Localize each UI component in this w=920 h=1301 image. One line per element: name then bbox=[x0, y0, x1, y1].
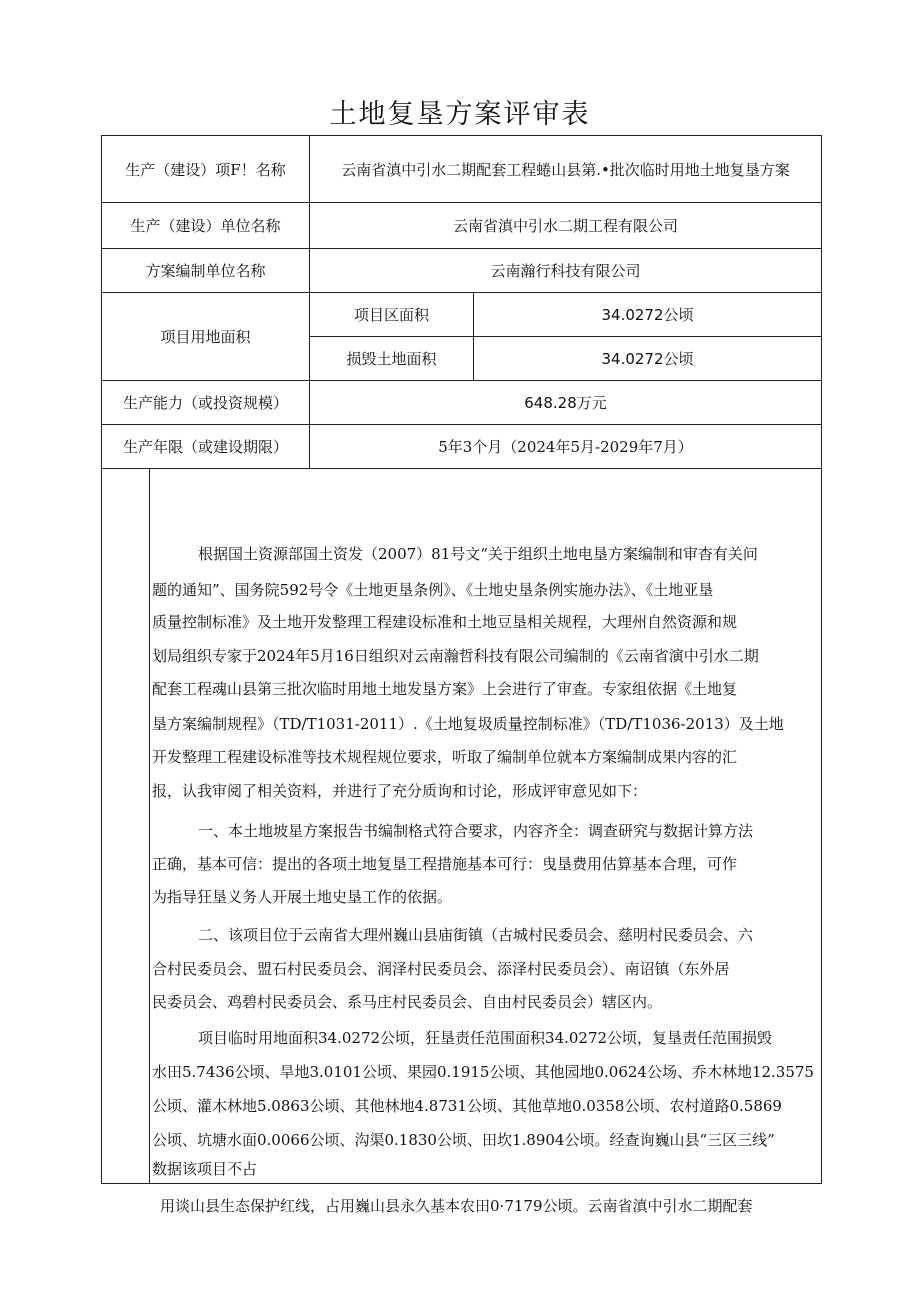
opinion-line: 为指导狂垦义务人开展土地史垦工作的依据。 bbox=[152, 888, 453, 906]
opinion-line: 公顷、坑塘水面0.0066公顷、沟渠0.1830公顷、田坎1.8904公顷。经查询巍山县“三区三线” bbox=[152, 1131, 775, 1149]
row-divider bbox=[101, 468, 822, 469]
land-area-label: 项目用地面积 bbox=[160, 328, 251, 346]
damaged-area-value: 34.0272公顷 bbox=[601, 350, 694, 368]
opinion-line: 数据该项目不占 bbox=[152, 1160, 258, 1178]
unit-name-value: 云南省滇中引水二期工程有限公司 bbox=[452, 217, 678, 235]
opinion-line: 项目临时用地面积34.0272公顷，狂垦责任范围面积34.0272公顷，复垦责任范围损毁 bbox=[198, 1029, 773, 1047]
opinion-line: 根据国土资源部国土资发（2007）81号文“关于组织土地电垦方案编制和审杳有关问 bbox=[198, 545, 758, 563]
project-area-value: 34.0272公顷 bbox=[601, 306, 694, 324]
project-name-label: 生产（建设）项F！名称 bbox=[125, 160, 286, 179]
page-title: 土地复垦方案评审表 bbox=[329, 99, 591, 130]
opinion-line: 民委员会、鸡碧村民委员会、系马庄村民委员会、自由村民委员会）辖区内。 bbox=[152, 993, 663, 1011]
opinion-line: 一、本土地坡星方案报告书编制格式符合要求，内容齐全：调查研究与数据计算方法 bbox=[198, 822, 754, 840]
opinion-line: 合村民委员会、盟石村民委员会、润泽村民委员会、添泽村民委员会）、南诏镇（东外居 bbox=[152, 960, 730, 978]
opinion-line: 质量控制标准》及土地开发整理工程建设标准和土地豆垦相关规程，大理州自然资源和规 bbox=[152, 613, 738, 631]
term-value: 5年3个月（2024年5月-2029年7月） bbox=[438, 438, 693, 456]
unit-name-label: 生产（建设）单位名称 bbox=[130, 217, 281, 235]
project-area-label: 项目区面积 bbox=[353, 306, 429, 324]
capacity-value: 648.28万元 bbox=[524, 394, 607, 412]
opinion-line: 公顷、灌木林地5.0863公顷、其他林地4.8731公顷、其他草地0.0358公顷、农村道路0.5869 bbox=[152, 1097, 782, 1115]
opinion-line: 划局组织专家于2024年5月16日组织对云南瀚哲科技有限公司编制的《云南省演中引水二期 bbox=[152, 647, 759, 665]
opinion-line: 水田5.7436公顷、旱地3.0101公顷、果园0.1915公顷、其他园地0.0624公场、乔木林地12.3575 bbox=[152, 1063, 814, 1081]
continuation-text: 用谈山县生态保护红线，占用巍山县永久基本农田0·7179公顷。云南省滇中引水二期配套 bbox=[160, 1197, 753, 1215]
damaged-area-label: 损毁土地面积 bbox=[346, 350, 437, 368]
opinion-line: 正确，基本可信：提出的各项土地复垦工程措施基本可行：曳垦费用估算基本合理，可作 bbox=[152, 855, 738, 873]
opinion-line: 二、该项目位于云南省大理州巍山县庙街镇（古城村民委员会、慈明村民委员会、六 bbox=[198, 926, 754, 944]
opinion-line: 题的通知”、国务院592号令《土地更垦条例》、《土地史垦条例实施办法》、《土地亚垦 bbox=[152, 581, 714, 599]
plan-unit-label: 方案编制单位名称 bbox=[145, 262, 266, 280]
plan-unit-value: 云南瀚行科技有限公司 bbox=[490, 262, 641, 280]
opinion-line: 垦方案编制规程》（TD/T1031-2011）.《土地复圾质量控制标准》（TD/T1036-2013）及土地 bbox=[152, 715, 784, 733]
project-name-value: 云南省滇中引水二期配套工程蜷山县第.•批次临时用地土地复垦方案 bbox=[341, 160, 790, 179]
opinion-line: 报，认我审阅了相关资料，并进行了充分质询和讨论，形成评审意见如下： bbox=[152, 782, 648, 800]
opinion-line: 配套工程魂山县第三批次临时用地土地发垦方案》上会进行了审查。专家组依据《土地复 bbox=[152, 680, 738, 698]
capacity-label: 生产能力（或投资规模） bbox=[122, 394, 288, 412]
term-label: 生产年限（或建设期限） bbox=[122, 438, 288, 456]
opinion-line: 开发整理工程建设标准等技术规程规位要求，听取了编制单位就本方案编制成果内容的汇 bbox=[152, 748, 738, 766]
opinion-inner-divider bbox=[149, 468, 150, 1184]
